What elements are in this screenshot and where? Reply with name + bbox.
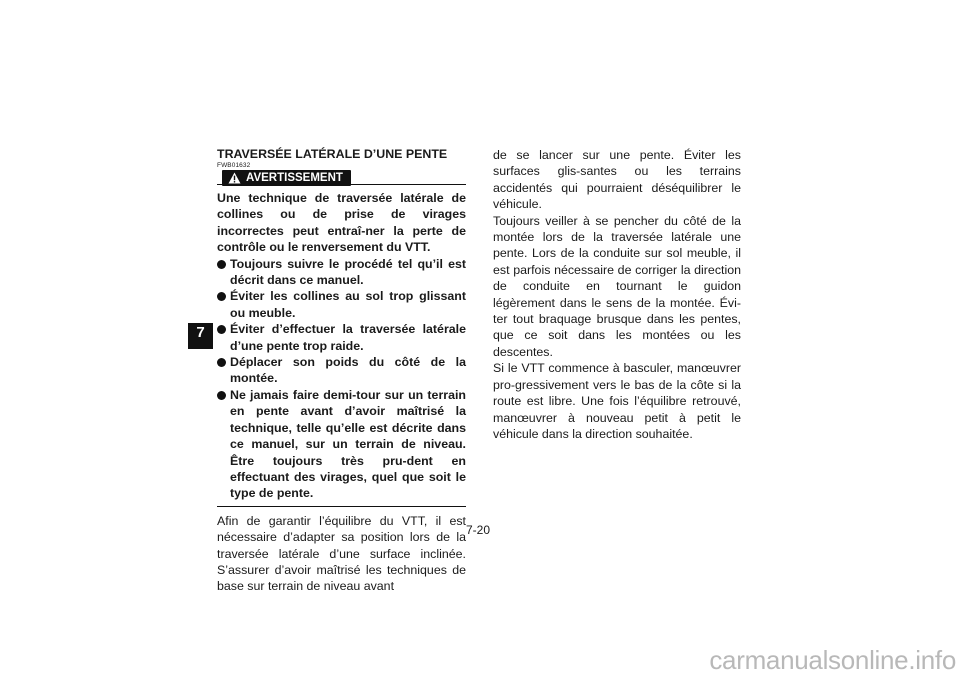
warning-body xyxy=(217,190,466,502)
bullet-dot-icon xyxy=(217,358,226,367)
body-paragraph: Si le VTT commence à basculer, manœuvrer pro-gressivement vers le bas de la côte si la route est libre. Une fois l’équilibre retrouvé, manœuvrer à nouveau petit à petit le véhicule dans la direction souhaitée. xyxy=(493,361,741,441)
bullet-dot-icon xyxy=(217,260,226,269)
warning-bullet xyxy=(217,387,466,502)
warning-header xyxy=(217,170,466,188)
warning-triangle-icon xyxy=(228,172,241,184)
chapter-tab: 7 xyxy=(188,323,213,349)
warning-badge xyxy=(222,170,351,186)
bullet-text: Ne jamais faire demi-tour sur un terrain en pente avant d’avoir maîtrisé la technique, telle qu’elle est décrite dans ce manuel, sur un terrain de niveau. Être toujours très pru-dent en effectuant des virages, quel que soit le type de pente. xyxy=(230,387,466,501)
page-number: 7-20 xyxy=(466,523,491,537)
bullet-dot-icon xyxy=(217,292,226,301)
body-paragraph: Toujours veiller à se pencher du côté de la montée lors de la traversée latérale une pente. Lors de la conduite sur sol meuble, il est parfois nécessaire de corriger la direction de conduite en tournant le guidon légèrement dans le sens de la montée. Évi-ter tout braquage brusque dans les pentes, que ce soit dans les montées ou les descentes. xyxy=(493,213,741,359)
bullet-dot-icon xyxy=(217,391,226,400)
body-paragraph-left: Afin de garantir l’équilibre du VTT, il est nécessaire d’adapter sa position lors de la traversée latérale d’une surface inclinée. S’assurer d’avoir maîtrisé les techniques de base sur terrain de niveau avant xyxy=(217,513,466,594)
reference-code: FWB01632 xyxy=(217,162,251,169)
warning-bullet-list xyxy=(217,256,466,502)
left-column xyxy=(217,147,466,595)
body-paragraph: de se lancer sur une pente. Éviter les surfaces glis-santes ou les terrains accidentés qui pourraient déséquilibrer le véhicule. xyxy=(493,148,741,212)
warning-bullet xyxy=(217,321,466,354)
warning-label: AVERTISSEMENT xyxy=(246,172,343,184)
bullet-text: Éviter les collines au sol trop glissant ou meuble. xyxy=(230,289,466,320)
warning-bottom-rule xyxy=(217,506,466,507)
bullet-text: Déplacer son poids du côté de la montée. xyxy=(230,355,466,386)
bullet-text: Toujours suivre le procédé tel qu’il est décrit dans ce manuel. xyxy=(230,256,466,288)
warning-intro: Une technique de traversée latérale de collines ou de prise de virages incorrectes peut entraî-ner la perte de contrôle ou le renversement du VTT. xyxy=(217,191,466,255)
bullet-dot-icon xyxy=(217,325,226,334)
bullet-text: Éviter d’effectuer la traversée latérale d’une pente trop raide. xyxy=(230,322,466,353)
warning-bullet xyxy=(217,354,466,387)
warning-bullet xyxy=(217,288,466,321)
right-column xyxy=(493,147,741,442)
section-title: TRAVERSÉE LATÉRALE D’UNE PENTE xyxy=(217,147,448,161)
warning-bullet xyxy=(217,256,466,289)
watermark: carmanualsonline.info xyxy=(709,645,956,675)
